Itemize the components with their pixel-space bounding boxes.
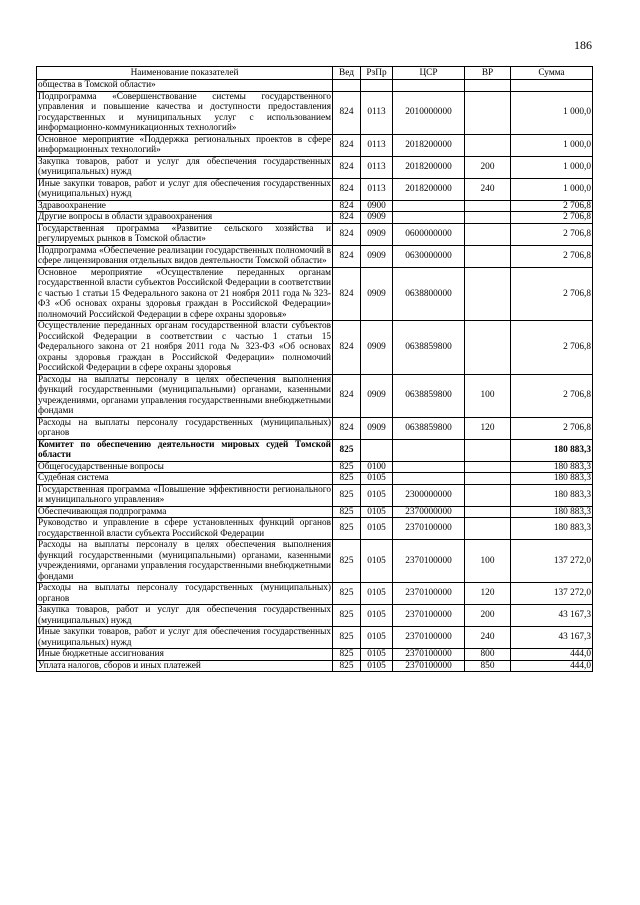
cell-vr (465, 267, 511, 321)
cell-ved: 825 (333, 439, 361, 461)
cell-name: Общегосударственные вопросы (37, 461, 333, 473)
cell-sum: 444,0 (511, 649, 593, 661)
cell-sum: 1 000,0 (511, 178, 593, 200)
cell-name: Осуществление переданных органам государственной власти субъектов Российской Федерации в соответствии с частью 1 статьи 15 Федерального закона от 21 ноября 2011 года № 323-ФЗ «Об основах охраны здоровья граждан в Российской Федерации» полномочий Российской Федерации в сфере охраны здоровья (38, 321, 331, 373)
table-row (37, 212, 593, 224)
cell-sum: 137 272,0 (511, 583, 593, 605)
cell-name: Руководство и управление в сфере установленных функций органов государственной власти субъекта Российской Федерации (38, 518, 331, 539)
cell-sum: 180 883,3 (511, 473, 593, 485)
cell-csr: 0600000000 (393, 223, 465, 245)
cell-ved (333, 80, 361, 92)
table-row (37, 178, 593, 200)
cell-rzpr: 0105 (361, 583, 393, 605)
cell-rzpr: 0909 (361, 245, 393, 267)
cell-sum: 2 706,8 (511, 212, 593, 224)
cell-sum: 43 167,3 (511, 605, 593, 627)
cell-vr (465, 484, 511, 506)
cell-ved: 825 (333, 649, 361, 661)
cell-vr (465, 245, 511, 267)
cell-name: Подпрограмма «Совершенствование системы государственного управления и повышение качества и доступности предоставления государственных и муниципальных услуг с использованием информационно-коммуникационных технологий» (38, 91, 331, 133)
cell-csr (393, 200, 465, 212)
cell-rzpr: 0900 (361, 200, 393, 212)
cell-sum: 1 000,0 (511, 91, 593, 134)
cell-ved: 824 (333, 417, 361, 439)
table-row (37, 91, 593, 134)
budget-table (36, 66, 593, 672)
cell-rzpr: 0113 (361, 178, 393, 200)
table-row (37, 518, 593, 540)
cell-sum: 180 883,3 (511, 506, 593, 518)
table-row (37, 484, 593, 506)
cell-vr (465, 212, 511, 224)
cell-name: Государственная программа «Развитие сельского хозяйства и регулируемых рынков в Томской области» (38, 223, 331, 244)
table-row (37, 200, 593, 212)
cell-csr: 2370100000 (393, 518, 465, 540)
cell-csr: 2018200000 (393, 134, 465, 156)
cell-vr: 120 (465, 417, 511, 439)
header-rzpr: РзПр (361, 67, 393, 80)
cell-rzpr: 0105 (361, 506, 393, 518)
cell-name: Закупка товаров, работ и услуг для обеспечения государственных (муниципальных) нужд (38, 156, 331, 177)
cell-ved: 824 (333, 212, 361, 224)
cell-csr (393, 212, 465, 224)
cell-vr (465, 518, 511, 540)
cell-rzpr: 0113 (361, 134, 393, 156)
cell-name: Иные бюджетные ассигнования (37, 649, 333, 661)
cell-sum: 180 883,3 (511, 518, 593, 540)
cell-sum: 1 000,0 (511, 156, 593, 178)
cell-ved: 824 (333, 178, 361, 200)
cell-csr (393, 80, 465, 92)
table-row (37, 156, 593, 178)
cell-name: Закупка товаров, работ и услуг для обеспечения государственных (муниципальных) нужд (38, 605, 331, 626)
cell-vr: 100 (465, 540, 511, 583)
header-vr: ВР (465, 67, 511, 80)
cell-vr (465, 223, 511, 245)
cell-name: общества в Томской области» (37, 80, 333, 92)
table-row (37, 605, 593, 627)
cell-ved: 824 (333, 134, 361, 156)
cell-csr: 2370100000 (393, 627, 465, 649)
cell-csr: 2370100000 (393, 540, 465, 583)
cell-vr: 120 (465, 583, 511, 605)
cell-vr (465, 91, 511, 134)
cell-ved: 825 (333, 605, 361, 627)
cell-rzpr: 0105 (361, 473, 393, 485)
cell-rzpr: 0105 (361, 660, 393, 672)
cell-rzpr: 0105 (361, 540, 393, 583)
cell-name: Расходы на выплаты персоналу в целях обеспечения выполнения функций государственными (муниципальными) органами, казенными учреждениями, органами управления государственными внебюджетными фондами (38, 374, 331, 416)
cell-csr: 2370100000 (393, 605, 465, 627)
cell-csr: 2370100000 (393, 583, 465, 605)
table-row (37, 439, 593, 461)
cell-ved: 824 (333, 200, 361, 212)
cell-ved: 824 (333, 374, 361, 417)
cell-ved: 824 (333, 245, 361, 267)
table-row (37, 245, 593, 267)
cell-ved: 825 (333, 540, 361, 583)
cell-rzpr: 0105 (361, 649, 393, 661)
cell-vr (465, 506, 511, 518)
table-row (37, 473, 593, 485)
page-number: 186 (574, 38, 592, 52)
table-row (37, 134, 593, 156)
cell-ved: 824 (333, 321, 361, 375)
cell-csr (393, 439, 465, 461)
cell-ved: 825 (333, 518, 361, 540)
table-row (37, 80, 593, 92)
table-row (37, 267, 593, 321)
cell-vr (465, 134, 511, 156)
header-name: Наименование показателей (37, 67, 333, 80)
cell-csr: 2018200000 (393, 156, 465, 178)
cell-ved: 824 (333, 156, 361, 178)
cell-name: Другие вопросы в области здравоохранения (37, 212, 333, 224)
cell-vr: 200 (465, 605, 511, 627)
cell-rzpr: 0113 (361, 91, 393, 134)
table-row (37, 321, 593, 375)
cell-name: Подпрограмма «Обеспечение реализации государственных полномочий в сфере лицензирования отдельных видов деятельности Томской области» (38, 245, 331, 266)
cell-csr (393, 473, 465, 485)
cell-name: Обеспечивающая подпрограмма (37, 506, 333, 518)
table-row (37, 660, 593, 672)
cell-sum (511, 80, 593, 92)
cell-name: Расходы на выплаты персоналу в целях обеспечения выполнения функций государственными (муниципальными) органами, казенными учреждениями, органами управления государственными внебюджетными фондами (38, 540, 331, 582)
cell-csr: 2370100000 (393, 649, 465, 661)
cell-vr (465, 321, 511, 375)
cell-sum: 137 272,0 (511, 540, 593, 583)
cell-name: Судебная система (37, 473, 333, 485)
table-row (37, 374, 593, 417)
table-row (37, 506, 593, 518)
cell-vr: 200 (465, 156, 511, 178)
cell-csr: 2300000000 (393, 484, 465, 506)
cell-csr: 0638859800 (393, 417, 465, 439)
cell-rzpr: 0909 (361, 212, 393, 224)
cell-name: Государственная программа «Повышение эффективности регионального и муниципального управления» (38, 484, 331, 505)
cell-vr (465, 200, 511, 212)
cell-csr: 0638859800 (393, 321, 465, 375)
cell-name: Расходы на выплаты персоналу государственных (муниципальных) органов (38, 583, 331, 604)
cell-csr (393, 461, 465, 473)
cell-csr: 2018200000 (393, 178, 465, 200)
cell-name: Основное мероприятие «Поддержка региональных проектов в сфере информационных технологий» (38, 134, 331, 155)
cell-ved: 825 (333, 461, 361, 473)
cell-csr: 0638859800 (393, 374, 465, 417)
cell-sum: 180 883,3 (511, 484, 593, 506)
cell-rzpr: 0909 (361, 321, 393, 375)
cell-ved: 825 (333, 473, 361, 485)
cell-sum: 2 706,8 (511, 374, 593, 417)
header-ved: Вед (333, 67, 361, 80)
cell-rzpr: 0105 (361, 627, 393, 649)
table-row (37, 627, 593, 649)
cell-name: Уплата налогов, сборов и иных платежей (37, 660, 333, 672)
cell-ved: 825 (333, 660, 361, 672)
cell-sum: 2 706,8 (511, 321, 593, 375)
cell-rzpr: 0909 (361, 374, 393, 417)
cell-ved: 824 (333, 267, 361, 321)
cell-vr: 240 (465, 627, 511, 649)
cell-sum: 2 706,8 (511, 417, 593, 439)
cell-rzpr: 0100 (361, 461, 393, 473)
cell-name: Расходы на выплаты персоналу государственных (муниципальных) органов (38, 417, 331, 438)
cell-sum: 2 706,8 (511, 223, 593, 245)
cell-sum: 180 883,3 (511, 461, 593, 473)
cell-sum: 2 706,8 (511, 200, 593, 212)
cell-vr: 800 (465, 649, 511, 661)
cell-csr: 0638800000 (393, 267, 465, 321)
cell-name: Комитет по обеспечению деятельности мировых судей Томской области (38, 439, 331, 460)
cell-vr (465, 473, 511, 485)
cell-csr: 2370100000 (393, 660, 465, 672)
cell-vr: 100 (465, 374, 511, 417)
cell-ved: 825 (333, 627, 361, 649)
cell-rzpr: 0909 (361, 223, 393, 245)
cell-ved: 824 (333, 91, 361, 134)
table-header (37, 67, 593, 80)
cell-rzpr: 0113 (361, 156, 393, 178)
cell-rzpr: 0105 (361, 605, 393, 627)
table-row (37, 417, 593, 439)
table-row (37, 649, 593, 661)
header-csr: ЦСР (393, 67, 465, 80)
cell-vr (465, 80, 511, 92)
cell-sum: 2 706,8 (511, 245, 593, 267)
cell-vr (465, 461, 511, 473)
cell-rzpr: 0105 (361, 484, 393, 506)
cell-vr: 850 (465, 660, 511, 672)
cell-sum: 2 706,8 (511, 267, 593, 321)
table-row (37, 223, 593, 245)
cell-rzpr: 0105 (361, 518, 393, 540)
cell-name: Здравоохранение (37, 200, 333, 212)
cell-rzpr: 0909 (361, 267, 393, 321)
cell-csr: 2010000000 (393, 91, 465, 134)
cell-ved: 824 (333, 223, 361, 245)
cell-rzpr (361, 80, 393, 92)
cell-rzpr (361, 439, 393, 461)
cell-rzpr: 0909 (361, 417, 393, 439)
cell-sum: 43 167,3 (511, 627, 593, 649)
table-row (37, 461, 593, 473)
cell-sum: 180 883,3 (511, 439, 593, 461)
header-sum: Сумма (511, 67, 593, 80)
cell-vr (465, 439, 511, 461)
table-row (37, 583, 593, 605)
cell-csr: 2370000000 (393, 506, 465, 518)
cell-name: Иные закупки товаров, работ и услуг для обеспечения государственных (муниципальных) нужд (38, 178, 331, 199)
cell-csr: 0630000000 (393, 245, 465, 267)
cell-sum: 1 000,0 (511, 134, 593, 156)
table-body (37, 80, 593, 672)
cell-name: Иные закупки товаров, работ и услуг для обеспечения государственных (муниципальных) нужд (38, 627, 331, 648)
cell-sum: 444,0 (511, 660, 593, 672)
cell-ved: 825 (333, 484, 361, 506)
cell-vr: 240 (465, 178, 511, 200)
cell-ved: 825 (333, 506, 361, 518)
cell-ved: 825 (333, 583, 361, 605)
table-row (37, 540, 593, 583)
cell-name: Основное мероприятие «Осуществление переданных органам государственной власти субъектов Российской Федерации в соответствии с частью 1 статьи 15 Федерального закона от 21 ноября 2011 года № 323-ФЗ «Об основах охраны здоровья граждан в Российской Федерации» полномочий Российской Федерации в сфере охраны здоровья» (38, 267, 331, 320)
